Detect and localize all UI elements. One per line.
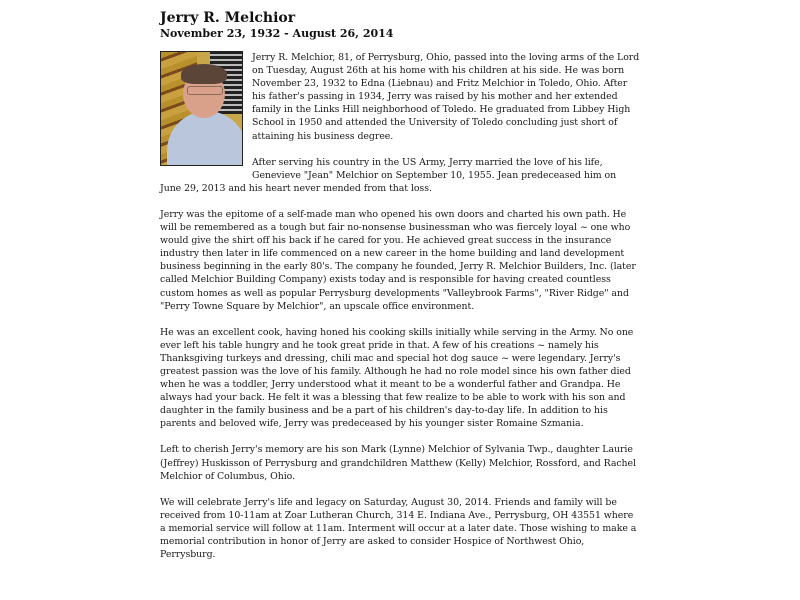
photo-hair bbox=[181, 64, 227, 84]
paragraph-service-details: We will celebrate Jerry's life and legacy on Saturday, August 30, 2014. Friends and family will be received from 10-11am at Zoar Lutheran Church, 314 E. Indiana Ave., Perrysburg, OH 43551 where a memorial service will follow at 11am. Interment will occur at a later date. Those wishing to make a memorial contribution in honor of Jerry are asked to consider Hospice of Northwest Ohio, Perrysburg. bbox=[160, 496, 637, 561]
obituary-title: Jerry R. Melchior bbox=[160, 10, 296, 26]
paragraph-marriage: After serving his country in the US Army, Jerry married the love of his life, Genevieve "Jean" Melchior on September 10, 1955. Jean predeceased him on June 29, 2013 and his heart never mended from that loss. bbox=[160, 156, 617, 194]
obituary-body bbox=[160, 51, 640, 561]
life-dates: November 23, 1932 - August 26, 2014 bbox=[160, 27, 394, 40]
photo-glasses bbox=[187, 86, 223, 95]
paragraph-survivors: Left to cherish Jerry's memory are his son Mark (Lynne) Melchior of Sylvania Twp., daughter Laurie (Jeffrey) Huskisson of Perrysburg and grandchildren Matthew (Kelly) Melchior, Rossford, and Rachel Melchior of Columbus, Ohio. bbox=[160, 444, 636, 482]
obituary-page bbox=[160, 10, 640, 574]
paragraph-intro: Jerry R. Melchior, 81, of Perrysburg, Ohio, passed into the loving arms of the Lord on Tuesday, August 26th at his home with his children at his side. He was born November 23, 1932 to Edna (Liebnau) and Fritz Melchior in Toledo, Ohio. After his father's passing in 1934, Jerry was raised by his mother and her extended family in the Links Hill neighborhood of Toledo. He graduated from Libbey High School in 1950 and attended the University of Toledo concluding just short of attaining his business degree. bbox=[252, 52, 640, 142]
paragraph-family-life: He was an excellent cook, having honed his cooking skills initially while serving in the Army. No one ever left his table hungry and he took great pride in that. A few of his creations ~ namely his Thanksgiving turkeys and dressing, chili mac and special hot dog sauce ~ were legendary. Jerry's greatest passion was the love of his family. Although he had no role model since his own father died when he was a toddler, Jerry understood what it meant to be a wonderful father and Grandpa. He always had your back. He felt it was a blessing that few realize to be able to work with his son and daughter in the family business and be a part of his children's day-to-day life. In addition to his parents and beloved wife, Jerry was predeceased by his younger sister Romaine Szmania. bbox=[160, 326, 634, 430]
paragraph-career: Jerry was the epitome of a self-made man who opened his own doors and charted his own path. He will be remembered as a tough but fair no-nonsense businessman who was fiercely loyal ~ one who would give the shirt off his back if he cared for you. He achieved great success in the insurance industry then later in life commenced on a new career in the home building and land development business beginning in the early 80's. The company he founded, Jerry R. Melchior Builders, Inc. (later called Melchior Building Company) exists today and is responsible for having created countless custom homes as well as popular Perrysburg developments "Valleybrook Farms", "River Ridge" and "Perry Towne Square by Melchior", an upscale office environment. bbox=[160, 208, 636, 312]
portrait-photo bbox=[160, 51, 243, 166]
